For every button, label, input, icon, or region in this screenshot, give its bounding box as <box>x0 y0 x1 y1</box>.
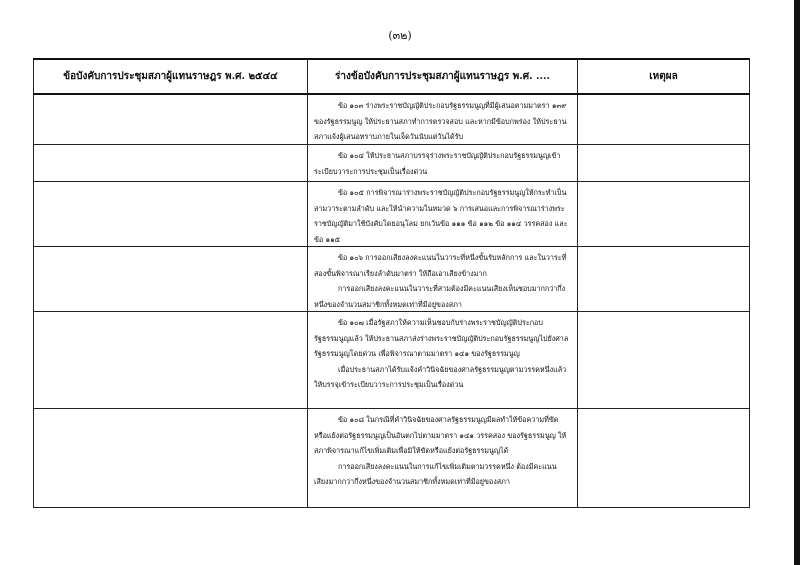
table-row <box>34 94 750 145</box>
current-rule-cell <box>34 182 308 247</box>
draft-paragraph: เมื่อประธานสภาได้รับแจ้งคำวินิจฉัยของศาลรัฐธรรมนูญตามวรรคหนึ่งแล้ว ให้บรรจุเข้าระเบียบวาระการประชุมเป็นเรื่องด่วน <box>314 364 567 389</box>
draft-rule-cell <box>308 182 578 247</box>
draft-paragraph: การออกเสียงลงคะแนนในการแก้ไขเพิ่มเติมตามวรรคหนึ่ง ต้องมีคะแนนเสียงมากกว่ากึ่งหนึ่งของจำนวนสมาชิกทั้งหมดเท่าที่มีอยู่ของสภา <box>314 461 557 486</box>
draft-paragraph: ข้อ ๑๐๕ การพิจารณาร่างพระราชบัญญัติประกอบรัฐธรรมนูญให้กระทำเป็นสามวาระตามลำดับ และให้นำความในหมวด ๖ การเสนอและการพิจารณาร่างพระราชบัญญัติมาใช้บังคับโดยอนุโลม ยกเว้นข้อ ๑๑๑ ข้อ ๑๑๒ ข้อ ๑๑๔ วรรคสอง และข้อ ๑๑๕ <box>314 188 568 244</box>
draft-paragraph: การออกเสียงลงคะแนนในวาระที่สามต้องมีคะแนนเสียงเห็นชอบมากกว่ากึ่งหนึ่งของจำนวนสมาชิกทั้งหมดเท่าที่มีอยู่ของสภา <box>314 284 566 309</box>
table-row <box>34 312 750 409</box>
page-number: (๓๒) <box>388 29 412 42</box>
current-rule-cell <box>34 145 308 182</box>
draft-rule-cell <box>308 94 578 145</box>
reason-cell <box>578 312 750 409</box>
draft-rule-cell <box>308 247 578 312</box>
draft-paragraph: ข้อ ๑๐๔ ให้ประธานสภาบรรจุร่างพระราชบัญญัติประกอบรัฐธรรมนูญเข้าระเบียบวาระการประชุมเป็นเรื่องด่วน <box>314 151 561 176</box>
scan-edge <box>794 0 800 565</box>
draft-paragraph: ข้อ ๑๐๖ การออกเสียงลงคะแนนในวาระที่หนึ่งขั้นรับหลักการ และในวาระที่สองขั้นพิจารณาเรียงลำดับมาตรา ให้ถือเอาเสียงข้างมาก <box>314 253 567 278</box>
reason-cell <box>578 94 750 145</box>
current-rule-cell <box>34 247 308 312</box>
reason-cell <box>578 409 750 508</box>
reason-cell <box>578 247 750 312</box>
reason-cell <box>578 145 750 182</box>
table-row <box>34 409 750 508</box>
draft-paragraph: ข้อ ๑๐๓ ร่างพระราชบัญญัติประกอบรัฐธรรมนูญที่มีผู้เสนอตามมาตรา ๑๓๙ ของรัฐธรรมนูญ ให้ประธานสภาทำการตรวจสอบ และหากมีข้อบกพร่อง ให้ประธานสภาแจ้งผู้เสนอทราบภายในเจ็ดวันนับแต่วันได้รับ <box>314 101 567 141</box>
header-current-rule: ข้อบังคับการประชุมสภาผู้แทนราษฎร พ.ศ. ๒๕๔๔ <box>34 59 308 94</box>
draft-paragraph: ข้อ ๑๐๘ ในกรณีที่คำวินิจฉัยของศาลรัฐธรรมนูญมีผลทำให้ข้อความที่ขัดหรือแย้งต่อรัฐธรรมนูญเป็นอันตกไปตามมาตรา ๑๔๑ วรรคสอง ของรัฐธรรมนูญ ให้สภาพิจารณาแก้ไขเพิ่มเติมเพื่อมิให้ขัดหรือแย้งต่อรัฐธรรมนูญได้ <box>314 415 567 455</box>
table-row <box>34 145 750 182</box>
reason-cell <box>578 182 750 247</box>
draft-rule-cell <box>308 312 578 409</box>
draft-paragraph: ข้อ ๑๐๗ เมื่อรัฐสภาให้ความเห็นชอบกับร่างพระราชบัญญัติประกอบรัฐธรรมนูญแล้ว ให้ประธานสภาส่งร่างพระราชบัญญัติประกอบรัฐธรรมนูญไปยังศาลรัฐธรรมนูญโดยด่วน เพื่อพิจารณาตามมาตรา ๑๔๑ ของรัฐธรรมนูญ <box>314 318 569 358</box>
table-header-row <box>34 59 750 94</box>
header-draft-rule: ร่างข้อบังคับการประชุมสภาผู้แทนราษฎร พ.ศ. .... <box>308 59 578 94</box>
table-row <box>34 247 750 312</box>
current-rule-cell <box>34 94 308 145</box>
table-row <box>34 182 750 247</box>
draft-rule-cell <box>308 145 578 182</box>
header-reason: เหตุผล <box>578 59 750 94</box>
draft-rule-cell <box>308 409 578 508</box>
comparison-table <box>33 58 750 508</box>
current-rule-cell <box>34 312 308 409</box>
current-rule-cell <box>34 409 308 508</box>
